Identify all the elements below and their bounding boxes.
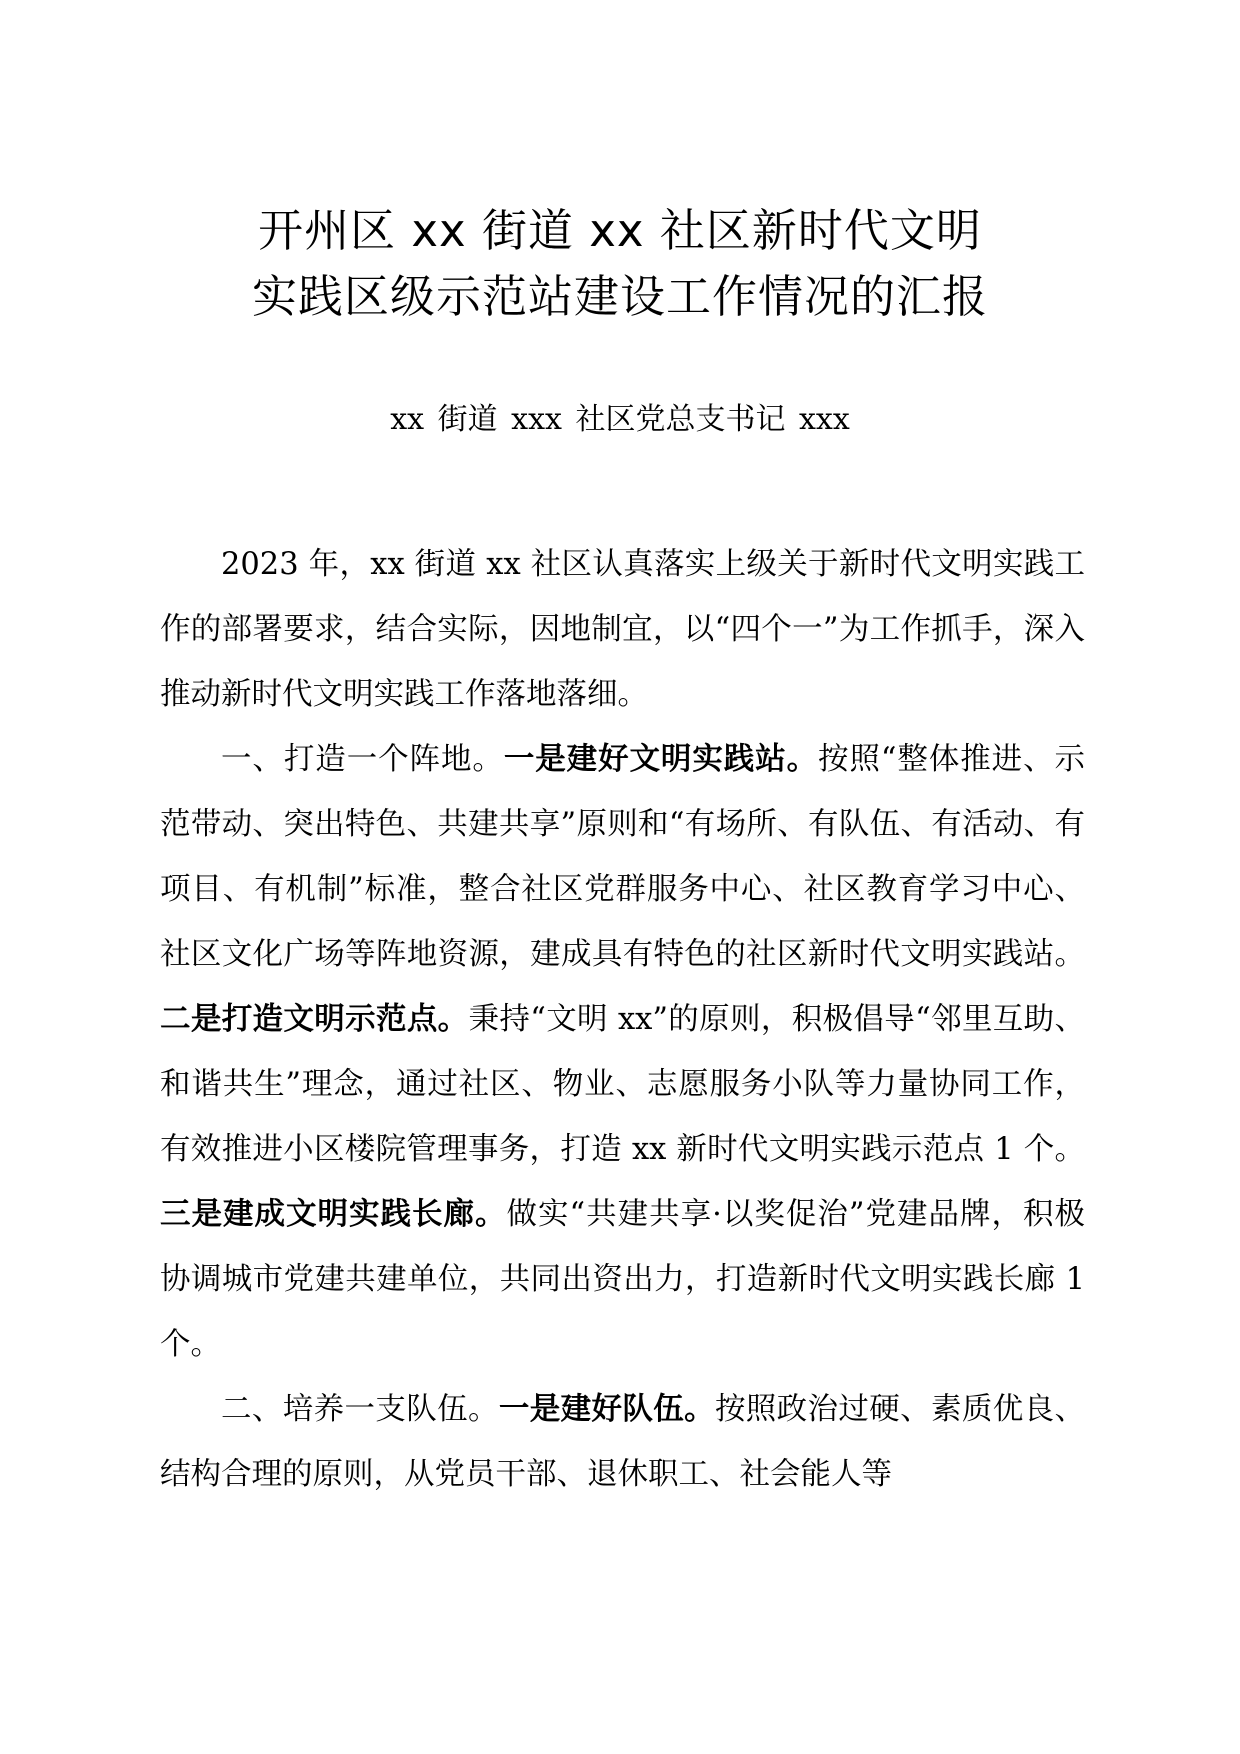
body-paragraph xyxy=(160,1377,1085,1507)
paragraph-text: 按照政治过硬、素质优良、结构合理的原则，从党员干部、退休职工、社会能人等 xyxy=(160,1392,1086,1492)
document-title xyxy=(0,198,1240,330)
document-body xyxy=(160,532,1085,1507)
author-line: xx 街道 xxx 社区党总支书记 xxx xyxy=(390,402,850,437)
paragraph-text: 二、培养一支队伍。 xyxy=(221,1392,499,1427)
bold-heading-text: 一是建好文明实践站。 xyxy=(503,742,819,777)
body-paragraph xyxy=(160,532,1085,727)
paragraph-text: 一、打造一个阵地。 xyxy=(221,742,504,777)
body-paragraph xyxy=(160,727,1085,1377)
paragraph-text: 做实“共建共享·以奖促治”党建品牌，积极协调城市党建共建单位，共同出资出力，打造新时代文明实践长廊 1 个。 xyxy=(160,1197,1085,1362)
bold-heading-text: 二是打造文明示范点。 xyxy=(160,1002,469,1037)
title-line-1: 开州区 xx 街道 xx 社区新时代文明 xyxy=(258,204,982,257)
paragraph-text: 2023 年，xx 街道 xx 社区认真落实上级关于新时代文明实践工作的部署要求，结合实际，因地制宜，以“四个一”为工作抓手，深入推动新时代文明实践工作落地落细。 xyxy=(160,547,1085,712)
paragraph-text: 秉持“文明 xx”的原则，积极倡导“邻里互助、和谐共生”理念，通过社区、物业、志愿服务小队等力量协同工作，有效推进小区楼院管理事务，打造 xx 新时代文明实践示范点 1 个。 xyxy=(160,1002,1086,1167)
paragraph-text: 按照“整体推进、示范带动、突出特色、共建共享”原则和“有场所、有队伍、有活动、有项目、有机制”标准，整合社区党群服务中心、社区教育学习中心、社区文化广场等阵地资源，建成具有特色的社区新时代文明实践站。 xyxy=(160,742,1086,972)
bold-heading-text: 一是建好队伍。 xyxy=(498,1392,715,1427)
title-line-2: 实践区级示范站建设工作情况的汇报 xyxy=(251,270,988,323)
bold-heading-text: 三是建成文明实践长廊。 xyxy=(160,1197,507,1232)
